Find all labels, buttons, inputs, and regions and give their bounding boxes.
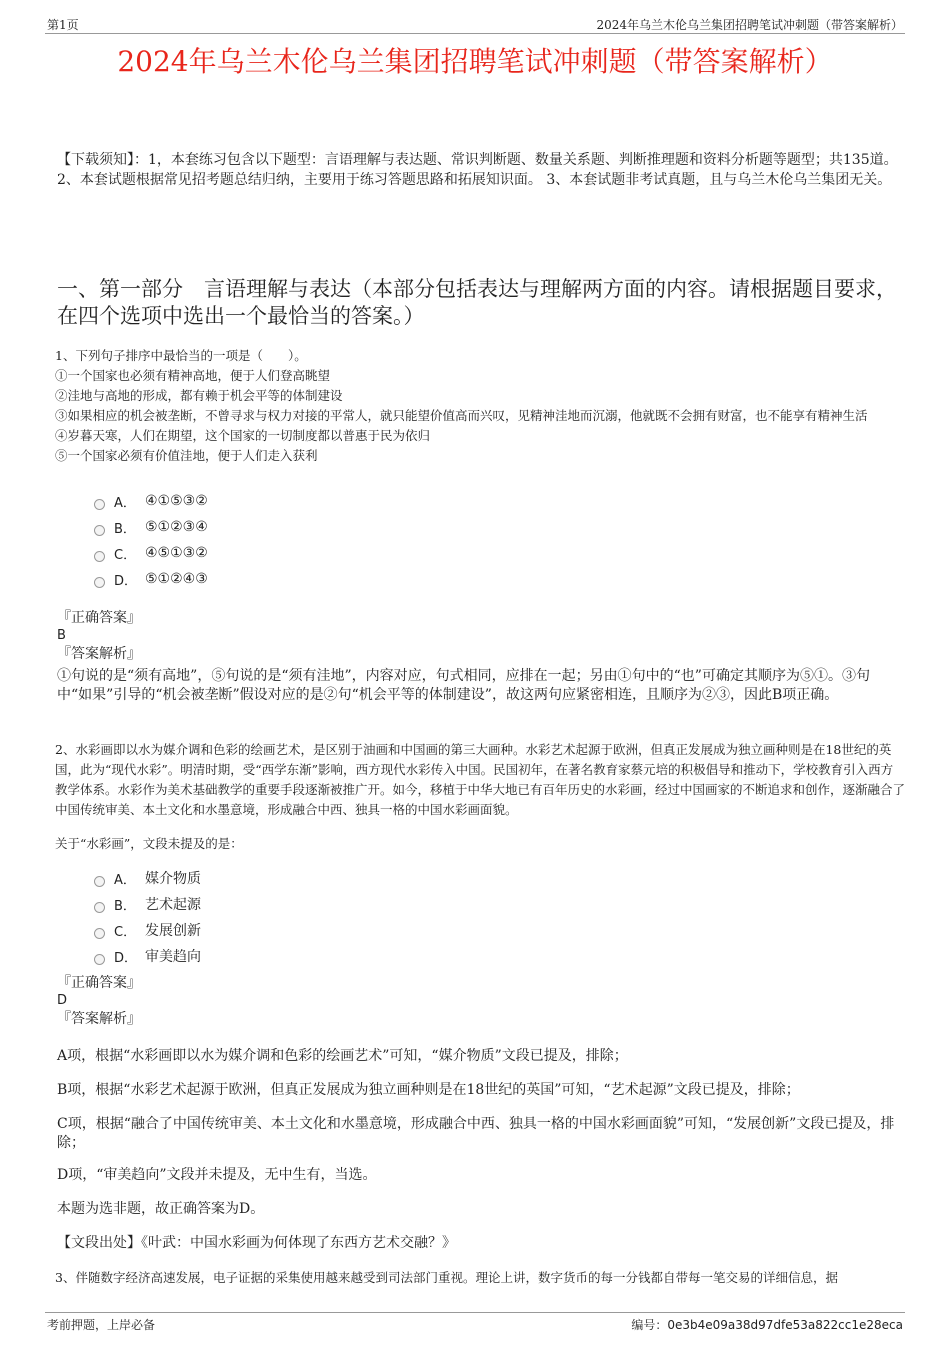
answer-label: 『正确答案』 (57, 610, 141, 626)
radio-icon[interactable] (94, 525, 105, 536)
option-text: 媒介物质 (145, 871, 201, 887)
radio-icon[interactable] (94, 876, 105, 887)
footer-code-value: 0e3b4e09a38d97dfe53a822cc1e28eca (667, 1318, 903, 1332)
analysis-label: 『答案解析』 (57, 1011, 141, 1027)
option-text: ⑤①②③④ (145, 519, 208, 535)
question-1-stem: 1、下列句子排序中最恰当的一项是（ ）。 (55, 348, 307, 363)
question-1-analysis: ①句说的是“须有高地”，⑤句说的是“须有洼地”，内容对应，句式相同，应排在一起；另由①句中的“也”可确定其顺序为⑤①。③句中“如果”引导的“机会被垄断”假设对应的是②句“机会平等的体制建设”，故这两句应紧密相连，且顺序为②③，因此B项正确。 (57, 668, 870, 703)
analysis-item-d: D项，“审美趋向”文段并未提及，无中生有，当选。 (57, 1167, 377, 1183)
option-c[interactable] (94, 540, 208, 566)
option-key: A． (114, 495, 136, 511)
footer-code (631, 1316, 903, 1333)
radio-icon[interactable] (94, 551, 105, 562)
question-3-stem: 3、伴随数字经济高速发展，电子证据的采集使用越来越受到司法部门重视。理论上讲，数字货币的每一分钱都自带每一笔交易的详细信息，据 (55, 1270, 838, 1285)
option-text: ④①⑤③② (145, 493, 208, 509)
option-text: 审美趋向 (145, 949, 201, 965)
question-2-answer (57, 974, 897, 1028)
option-d[interactable] (94, 566, 208, 592)
page-header (45, 14, 905, 34)
option-text: ④⑤①③② (145, 545, 208, 561)
page-title: 2024年乌兰木伦乌兰集团招聘笔试冲刺题（带答案解析） (117, 45, 833, 78)
option-a[interactable] (94, 488, 208, 514)
option-key: D． (114, 573, 138, 589)
analysis-item-b: B项，根据“水彩艺术起源于欧洲，但真正发展成为独立画种则是在18世纪的英国”可知，“艺术起源”文段已提及，排除； (57, 1082, 800, 1098)
page-number: 第1页 (47, 18, 79, 32)
answer-value: D (57, 993, 68, 1008)
option-text: ⑤①②④③ (145, 571, 208, 587)
radio-icon[interactable] (94, 928, 105, 939)
analysis-conclusion: 本题为选非题，故正确答案为D。 (57, 1201, 265, 1217)
question-2-question: 关于“水彩画”，文段未提及的是： (55, 836, 243, 851)
footer-slogan: 考前押题，上岸必备 (47, 1318, 156, 1332)
analysis-item-c: C项，根据“融合了中国传统审美、本土文化和水墨意境，形成融合中西、独具一格的中国水彩画面貌”可知，“发展创新”文段已提及，排除； (57, 1116, 895, 1151)
question-1-line: ①一个国家也必须有精神高地，便于人们登高眺望 (55, 368, 331, 383)
option-key: B． (114, 898, 136, 914)
option-key: B． (114, 521, 136, 537)
question-1-line: ③如果相应的机会被垄断，不曾寻求与权力对接的平常人，就只能望价值高而兴叹，见精神洼地而沉溺，他就既不会拥有财富，也不能享有精神生活 (55, 408, 868, 423)
question-1 (55, 346, 905, 466)
footer-code-label: 编号： (631, 1318, 668, 1332)
section-title: 一、第一部分 言语理解与表达（本部分包括表达与理解两方面的内容。请根据题目要求，在四个选项中选出一个最恰当的答案。） (57, 277, 897, 328)
answer-value: B (57, 628, 66, 643)
radio-icon[interactable] (94, 499, 105, 510)
option-d[interactable] (94, 943, 201, 969)
option-c[interactable] (94, 917, 201, 943)
question-2-options (94, 865, 201, 969)
option-b[interactable] (94, 514, 208, 540)
download-notice: 【下载须知】：1，本套练习包含以下题型：言语理解与表达题、常识判断题、数量关系题、判断推理题和资料分析题等题型；共135道。 2、本套试题根据常见招考题总结归纳，主要用于练习答题思路和拓展知识面。 3、本套试题非考试真题，且与乌兰木伦乌兰集团无关。 (57, 152, 898, 188)
option-key: D． (114, 950, 138, 966)
page-footer (45, 1312, 905, 1334)
question-1-line: ②洼地与高地的形成，都有赖于机会平等的体制建设 (55, 388, 343, 403)
option-key: C． (114, 924, 137, 940)
option-a[interactable] (94, 865, 201, 891)
question-1-line: ④岁暮天寒，人们在期望，这个国家的一切制度都以普惠于民为依归 (55, 428, 431, 443)
radio-icon[interactable] (94, 577, 105, 588)
question-3 (55, 1268, 905, 1288)
option-b[interactable] (94, 891, 201, 917)
question-2 (55, 740, 905, 854)
option-key: A． (114, 872, 136, 888)
analysis-item-a: A项，根据“水彩画即以水为媒介调和色彩的绘画艺术”可知，“媒介物质”文段已提及，排除； (57, 1048, 628, 1064)
radio-icon[interactable] (94, 954, 105, 965)
option-key: C． (114, 547, 137, 563)
question-1-answer (57, 609, 897, 663)
header-doc-title: 2024年乌兰木伦乌兰集团招聘笔试冲刺题（带答案解析） (596, 18, 903, 32)
option-text: 艺术起源 (145, 897, 201, 913)
question-1-line: ⑤一个国家必须有价值洼地，便于人们走入获利 (55, 448, 318, 463)
question-2-stem: 2、水彩画即以水为媒介调和色彩的绘画艺术，是区别于油画和中国画的第三大画种。水彩艺术起源于欧洲，但真正发展成为独立画种则是在18世纪的英国，此为“现代水彩”。明清时期，受“西学东渐”影响，西方现代水彩传入中国。民国初年，在著名教育家蔡元培的积极倡导和推动下，学校教育引入西方教学体系。水彩作为美术基础教学的重要手段逐渐被推广开。如今，移植于中华大地已有百年历史的水彩画，经过中国画家的不断追求和创作，逐渐融合了中国传统审美、本土文化和水墨意境，形成融合中西、独具一格的中国水彩画面貌。 (55, 742, 906, 817)
answer-label: 『正确答案』 (57, 975, 141, 991)
analysis-label: 『答案解析』 (57, 646, 141, 662)
analysis-source: 【文段出处】《叶武：中国水彩画为何体现了东西方艺术交融？》 (57, 1235, 456, 1251)
option-text: 发展创新 (145, 923, 201, 939)
question-1-options (94, 488, 208, 592)
radio-icon[interactable] (94, 902, 105, 913)
